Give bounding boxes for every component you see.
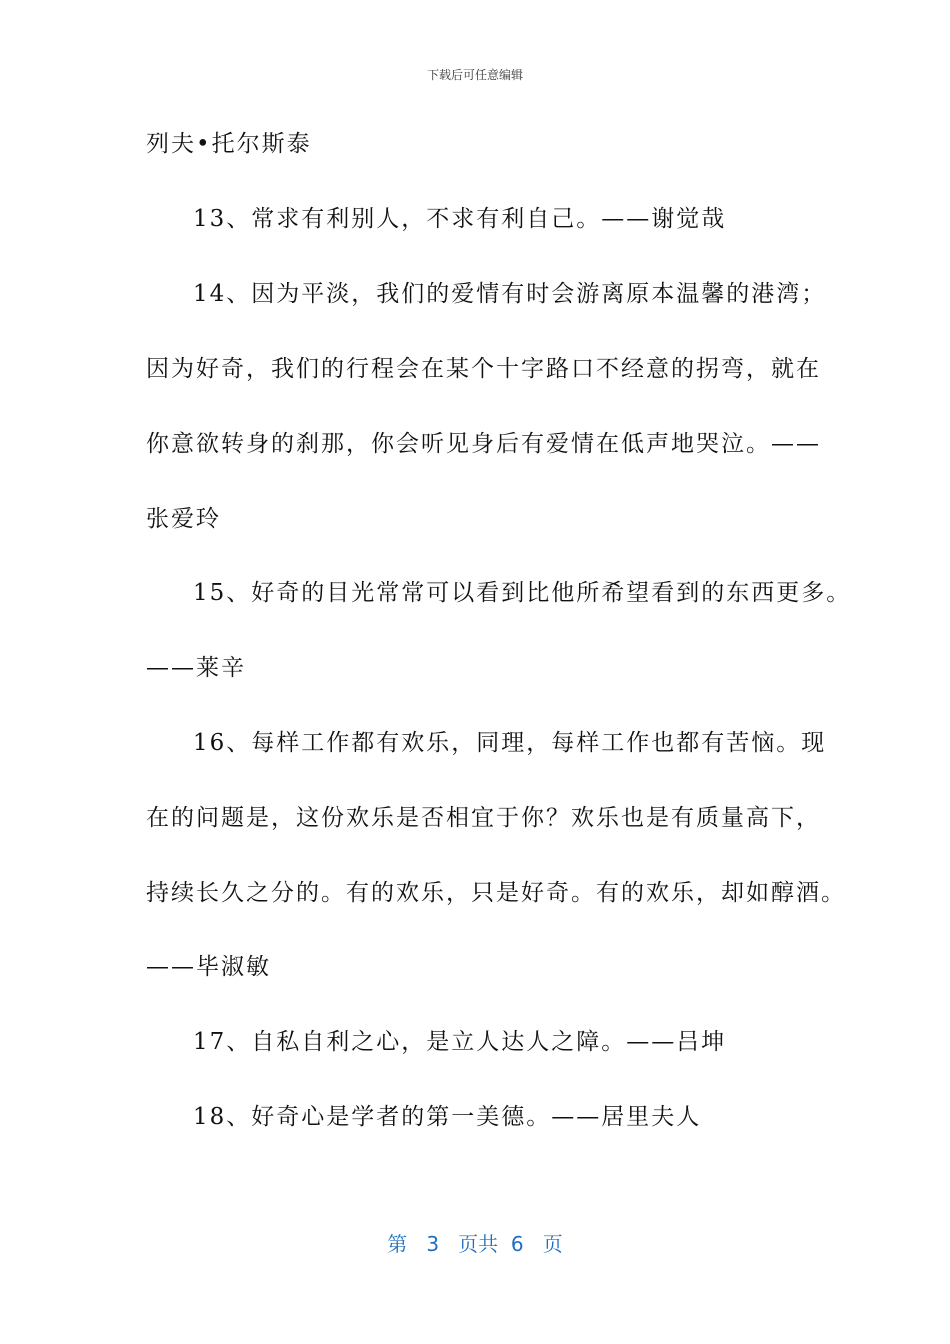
- text-line: 持续长久之分的。有的欢乐，只是好奇。有的欢乐，却如醇酒。: [146, 880, 846, 906]
- quote-14: 14、因为平淡，我们的爱情有时会游离原本温馨的港湾；: [193, 281, 827, 307]
- text-line: 因为好奇，我们的行程会在某个十字路口不经意的拐弯，就在: [146, 356, 821, 382]
- text-line: 你意欲转身的刹那，你会听见身后有爱情在低声地哭泣。——: [146, 431, 821, 457]
- text-line: 在的问题是，这份欢乐是否相宜于你？欢乐也是有质量高下，: [146, 805, 821, 831]
- total-pages-number: 6: [510, 1232, 524, 1256]
- footer-prefix: 第: [387, 1232, 408, 1256]
- page-header: 下载后可任意编辑: [426, 68, 523, 82]
- current-page-number: 3: [426, 1232, 440, 1256]
- quote-15: 15、好奇的目光常常可以看到比他所希望看到的东西更多。: [193, 580, 852, 606]
- quote-13: 13、常求有利别人，不求有利自己。——谢觉哉: [193, 206, 727, 232]
- quote-17: 17、自私自利之心，是立人达人之障。——吕坤: [193, 1029, 727, 1055]
- footer-suffix: 页: [542, 1232, 563, 1256]
- quote-16: 16、每样工作都有欢乐，同理，每样工作也都有苦恼。现: [193, 730, 827, 756]
- text-line: 列夫•托尔斯泰: [146, 131, 312, 157]
- quote-18: 18、好奇心是学者的第一美德。——居里夫人: [193, 1104, 702, 1130]
- footer-middle: 页共: [458, 1232, 499, 1256]
- text-line: ——莱辛: [146, 655, 246, 681]
- page-footer: [0, 1228, 950, 1257]
- text-line: 张爱玲: [146, 506, 221, 532]
- text-line: ——毕淑敏: [146, 954, 271, 980]
